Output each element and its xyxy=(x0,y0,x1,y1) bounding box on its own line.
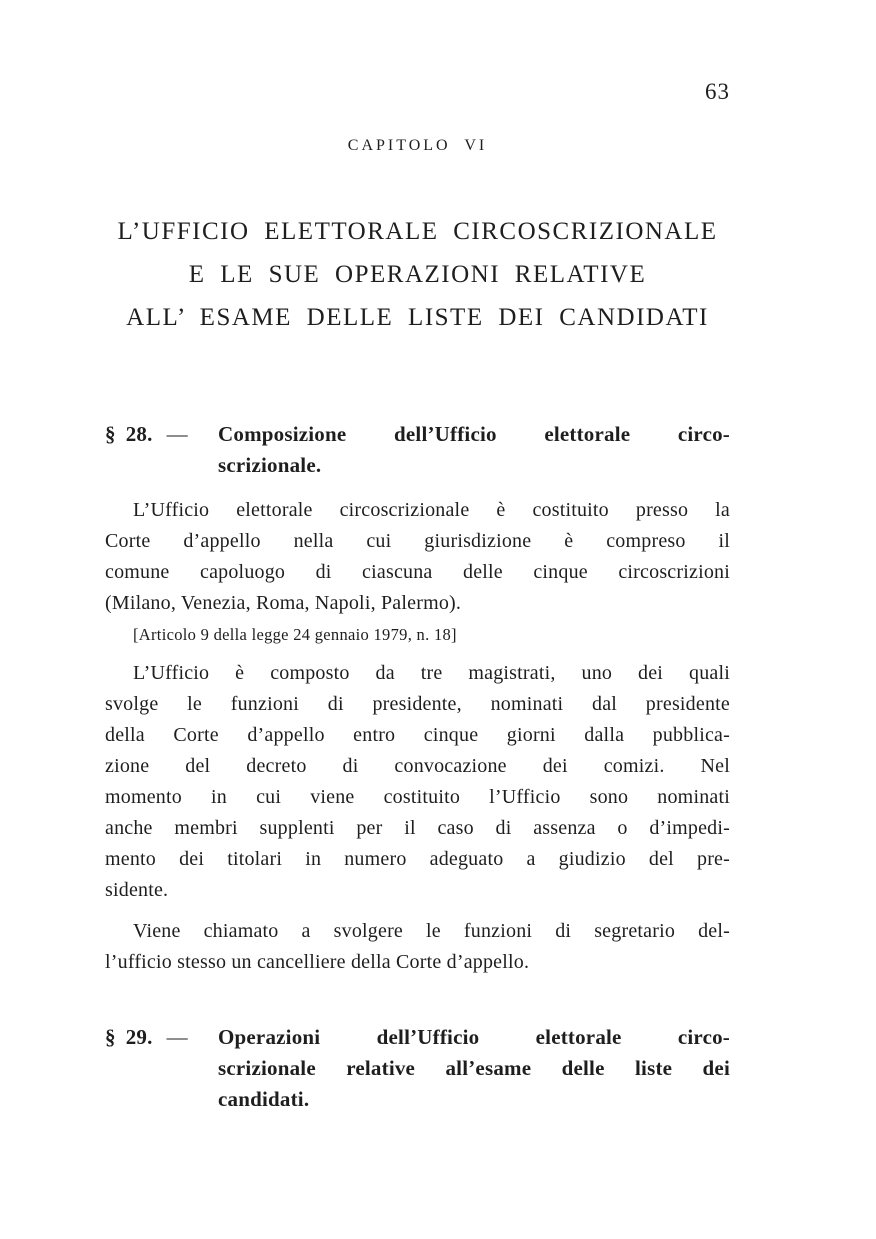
section-number: 28. xyxy=(125,422,153,446)
heading-line: Operazioni dell’Ufficio elettorale circo- xyxy=(218,1025,730,1049)
page-number: 63 xyxy=(705,79,730,104)
heading-line: scrizionale relative all’esame delle liste dei xyxy=(218,1056,730,1080)
chapter-heading: CAPITOLO VI xyxy=(347,137,488,154)
text-line: L’Ufficio è composto da tre magistrati, uno dei quali xyxy=(133,662,730,684)
paragraph-3 xyxy=(105,916,730,978)
chapter-title-line: E LE SUE OPERAZIONI RELATIVE xyxy=(188,261,647,288)
chapter-title xyxy=(105,210,730,339)
section-number: 29. xyxy=(125,1025,153,1049)
text-line: mento dei titolari in numero adeguato a giudizio del pre- xyxy=(105,848,730,870)
text-line: Corte d’appello nella cui giurisdizione è compreso il xyxy=(105,530,730,552)
section-29-marker xyxy=(105,1022,218,1115)
section-dash: — xyxy=(166,1025,188,1049)
section-28-heading xyxy=(105,419,730,481)
section-28-heading-text xyxy=(218,419,730,481)
text-line: svolge le funzioni di presidente, nominati dal presidente xyxy=(105,693,730,715)
section-28-marker xyxy=(105,419,218,481)
text-line: L’Ufficio elettorale circoscrizionale è costituito presso la xyxy=(133,499,730,521)
text-line: anche membri supplenti per il caso di assenza o d’impedi- xyxy=(105,817,730,839)
text-line: comune capoluogo di ciascuna delle cinque circoscrizioni xyxy=(105,561,730,583)
text-line: l’ufficio stesso un cancelliere della Corte d’appello. xyxy=(105,951,530,973)
heading-line: scrizionale. xyxy=(218,453,322,477)
text-line: zione del decreto di convocazione dei comizi. Nel xyxy=(105,755,730,777)
heading-line: Composizione dell’Ufficio elettorale circo- xyxy=(218,422,730,446)
section-29-heading-text xyxy=(218,1022,730,1115)
section-dash: — xyxy=(166,422,188,446)
section-symbol: § xyxy=(105,422,116,446)
text-line: della Corte d’appello entro cinque giorni dalla pubblica- xyxy=(105,724,730,746)
chapter-title-line: L’UFFICIO ELETTORALE CIRCOSCRIZIONALE xyxy=(117,218,718,245)
section-29-heading xyxy=(105,1022,730,1115)
section-symbol: § xyxy=(105,1025,116,1049)
law-citation: [Articolo 9 della legge 24 gennaio 1979, n. 18] xyxy=(133,625,457,644)
text-line: momento in cui viene costituito l’Ufficio sono nominati xyxy=(105,786,730,808)
heading-line: candidati. xyxy=(218,1087,310,1111)
paragraph-1 xyxy=(105,495,730,619)
text-line: sidente. xyxy=(105,879,169,901)
text-line: (Milano, Venezia, Roma, Napoli, Palermo). xyxy=(105,592,462,614)
paragraph-2 xyxy=(105,658,730,906)
chapter-title-line: ALL’ ESAME DELLE LISTE DEI CANDIDATI xyxy=(126,304,709,331)
text-line: Viene chiamato a svolgere le funzioni di segretario del- xyxy=(133,920,730,942)
